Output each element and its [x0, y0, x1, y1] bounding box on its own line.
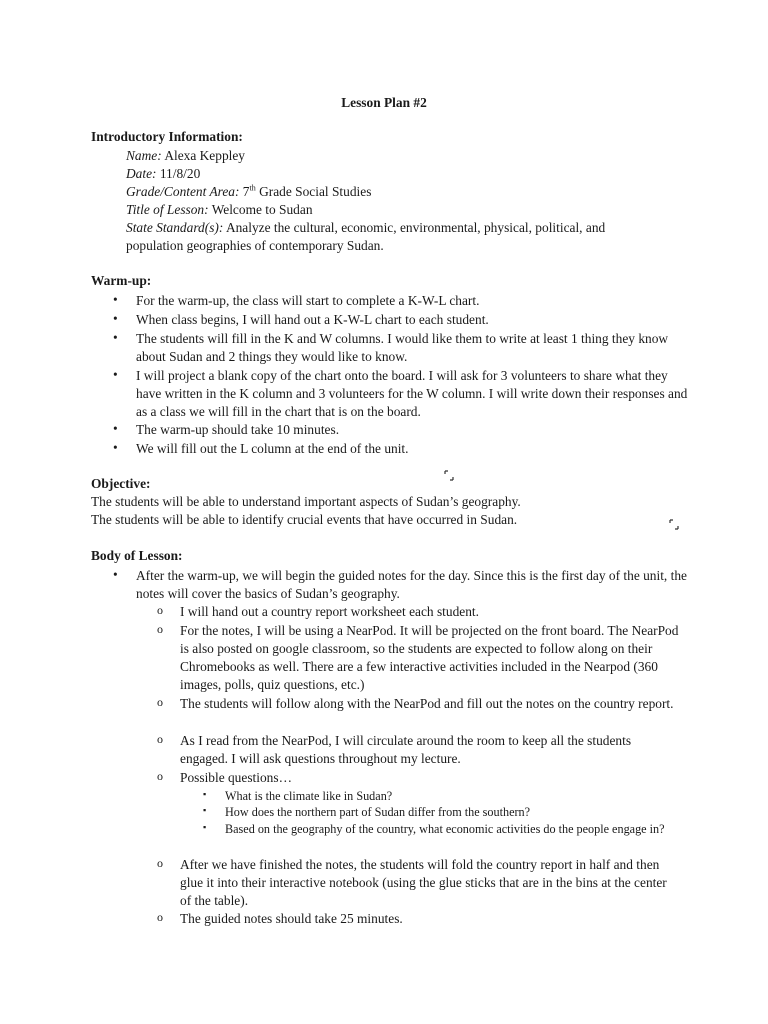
sub-item-text: As I read from the NearPod, I will circulate around the room to keep all the students engaged. I will ask questions throughout my lecture.	[180, 733, 632, 766]
grade-label: Grade/Content Area:	[126, 184, 240, 199]
lesson-title-label: Title of Lesson:	[126, 202, 209, 217]
sub-item-text: After we have finished the notes, the students will fold the country report in half and then glue it into their interactive notebook (using the glue sticks that are in the bins at the center of the table).	[180, 857, 667, 908]
warmup-bullet-text: We will fill out the L column at the end of the unit.	[136, 441, 409, 456]
sub-item-text: For the notes, I will be using a NearPod. It will be projected on the front board. The NearPod is also posted on google classroom, so the students are expected to follow along on their Chromebooks as well. There are a few interactive activities included in the Nearpod (360 images, polls, quiz questions, etc.)	[180, 623, 679, 692]
warmup-bullet-text: When class begins, I will hand out a K-W-L chart to each student.	[136, 312, 489, 327]
standard-line-2: population geographies of contemporary Sudan.	[126, 238, 384, 253]
objective-line: The students will be able to identify crucial events that have occurred in Sudan.	[91, 512, 518, 527]
bullet-mark: •	[113, 421, 118, 436]
bullet-mark: •	[113, 367, 118, 382]
question-text: What is the climate like in Sudan?	[225, 789, 393, 803]
corner-mark-icon	[669, 519, 679, 530]
date-label: Date:	[126, 166, 157, 181]
sub-mark: o	[157, 603, 163, 617]
corner-mark-icon	[444, 470, 454, 481]
standard-line	[126, 220, 605, 236]
objective-line: The students will be able to understand important aspects of Sudan’s geography.	[91, 494, 521, 509]
grade-superscript: th	[249, 183, 256, 193]
standard-text-1: Analyze the cultural, economic, environmental, physical, political, and	[225, 220, 606, 235]
name-value: Alexa Keppley	[164, 148, 245, 163]
body-main-bullet-text: After the warm-up, we will begin the guided notes for the day. Since this is the first day of the unit, the notes will cover the basics of Sudan’s geography.	[136, 568, 687, 601]
grade-rest: Grade Social Studies	[259, 184, 372, 199]
document-title: Lesson Plan #2	[341, 95, 427, 110]
lesson-title-value: Welcome to Sudan	[211, 202, 313, 217]
sub-mark: o	[157, 910, 163, 924]
date-line	[126, 166, 200, 182]
sub-item-text: I will hand out a country report worksheet each student.	[180, 604, 479, 619]
objective-heading: Objective:	[91, 476, 151, 491]
sub-item-text: The guided notes should take 25 minutes.	[180, 911, 403, 926]
warmup-bullet-text: For the warm-up, the class will start to complete a K-W-L chart.	[136, 293, 480, 308]
question-text: How does the northern part of Sudan differ from the southern?	[225, 805, 531, 819]
name-label: Name:	[126, 148, 162, 163]
square-mark: ▪	[203, 805, 207, 815]
bullet-mark: •	[113, 440, 118, 455]
warmup-bullet-text: I will project a blank copy of the chart onto the board. I will ask for 3 volunteers to share what they have written in the K column and 3 volunteers for the W column. I will write down their responses and as a class we will fill in the chart that is on the board.	[136, 368, 688, 419]
grade-line	[126, 184, 371, 200]
bullet-mark: •	[113, 330, 118, 345]
name-line	[126, 148, 245, 164]
bullet-mark: •	[113, 292, 118, 307]
lesson-title-line	[126, 202, 313, 218]
question-text: Based on the geography of the country, what economic activities do the people engage in?	[225, 822, 665, 836]
sub-mark: o	[157, 732, 163, 746]
date-value: 11/8/20	[159, 166, 201, 181]
warmup-bullet-text: The students will fill in the K and W columns. I would like them to write at least 1 thing they know about Sudan and 2 things they would like to know.	[136, 331, 669, 364]
warmup-heading: Warm-up:	[91, 273, 152, 288]
sub-mark: o	[157, 856, 163, 870]
bullet-mark: •	[113, 311, 118, 326]
square-mark: ▪	[203, 789, 207, 799]
sub-mark: o	[157, 769, 163, 783]
sub-item-text: The students will follow along with the NearPod and fill out the notes on the country report.	[180, 696, 674, 711]
standard-label: State Standard(s):	[126, 220, 224, 235]
warmup-bullet-text: The warm-up should take 10 minutes.	[136, 422, 340, 437]
sub-item-text: Possible questions…	[180, 770, 292, 785]
bullet-mark: •	[113, 567, 118, 582]
sub-mark: o	[157, 695, 163, 709]
intro-heading: Introductory Information:	[91, 129, 243, 144]
square-mark: ▪	[203, 822, 207, 832]
grade-number: 7	[242, 184, 250, 199]
sub-mark: o	[157, 622, 163, 636]
body-heading: Body of Lesson:	[91, 548, 183, 563]
